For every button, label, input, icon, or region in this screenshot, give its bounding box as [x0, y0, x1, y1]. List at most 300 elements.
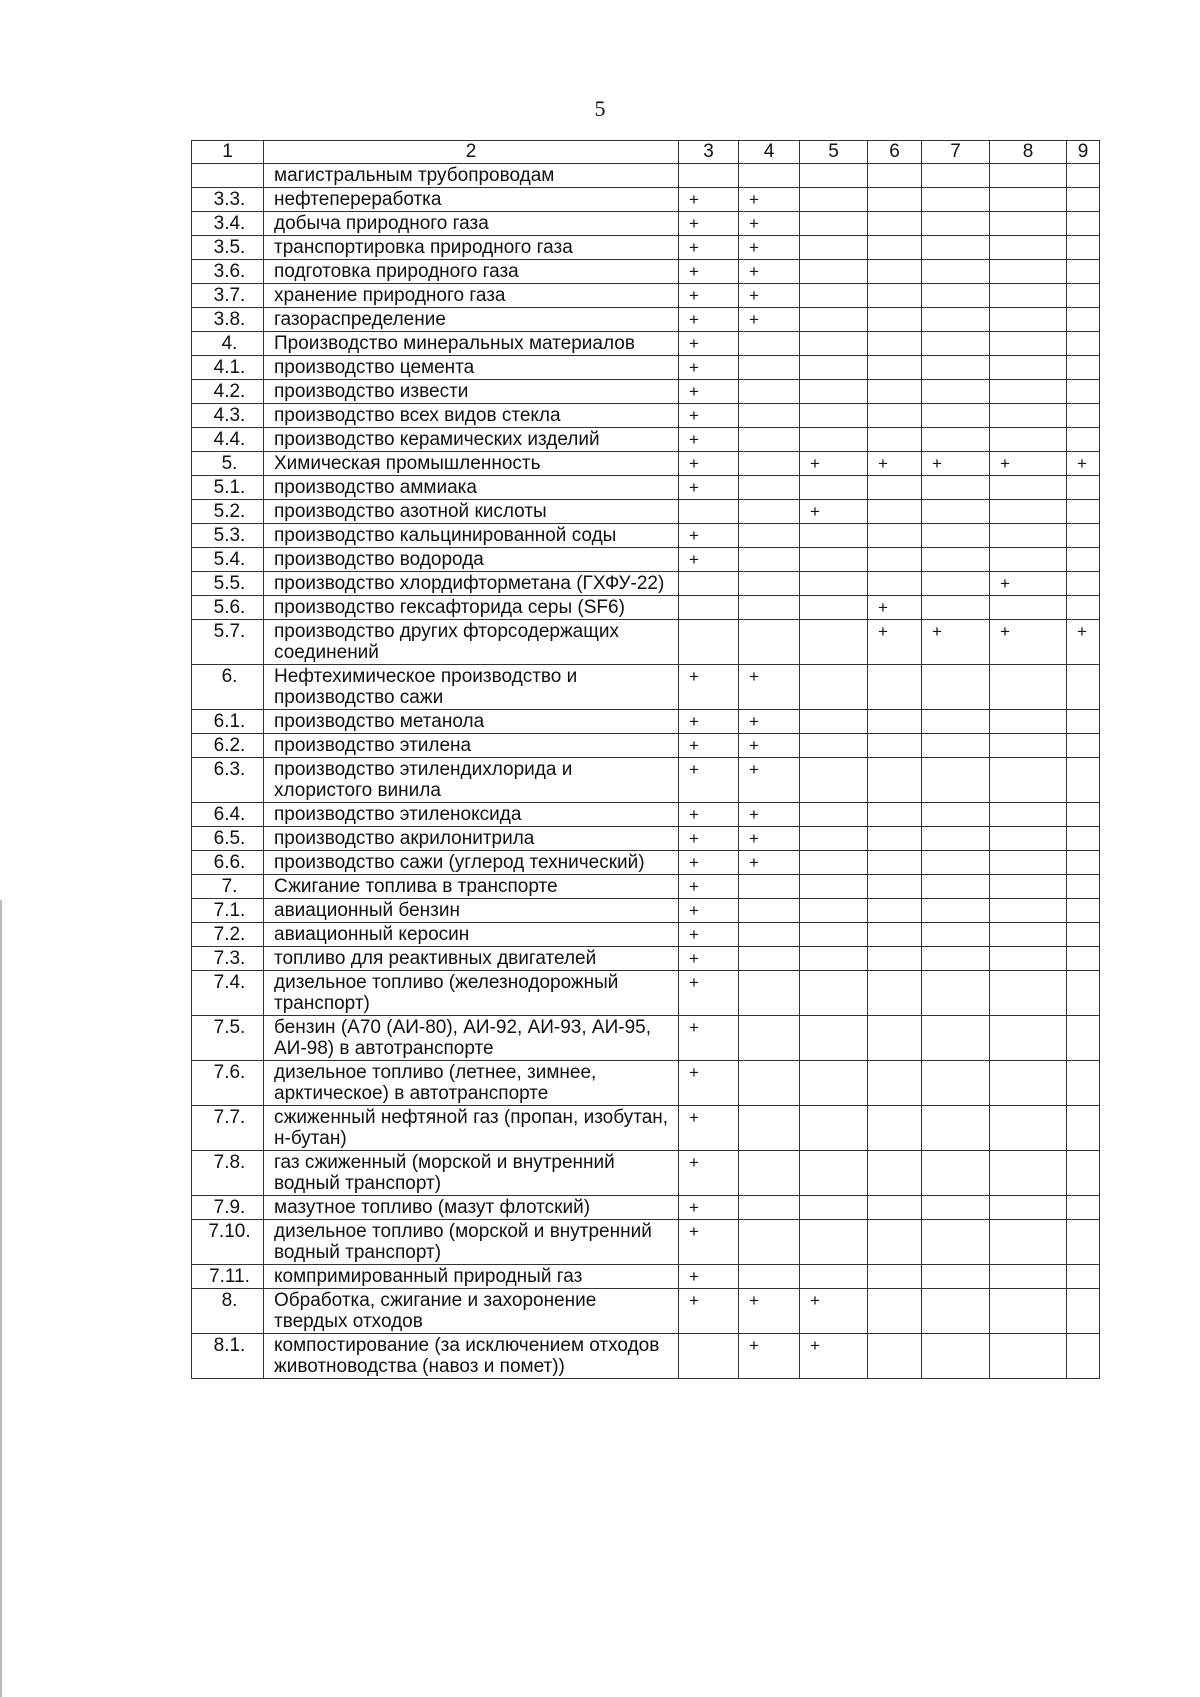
mark-cell-col-9	[1067, 524, 1100, 548]
mark-cell-col-3: +	[679, 923, 739, 947]
mark-cell-col-4	[739, 572, 800, 596]
mark-cell-col-6	[868, 188, 922, 212]
row-number: 8.1.	[192, 1334, 264, 1379]
row-number: 6.3.	[192, 758, 264, 803]
mark-cell-col-3: +	[679, 548, 739, 572]
mark-cell-col-4	[739, 899, 800, 923]
mark-cell-col-9	[1067, 476, 1100, 500]
mark-cell-col-3: +	[679, 758, 739, 803]
table-row	[192, 734, 1100, 758]
mark-cell-col-6	[868, 428, 922, 452]
row-number: 7.	[192, 875, 264, 899]
mark-cell-col-7	[922, 1106, 990, 1151]
mark-cell-col-3: +	[679, 899, 739, 923]
row-name: производство цемента	[264, 356, 679, 380]
mark-cell-col-6	[868, 500, 922, 524]
row-number: 5.7.	[192, 620, 264, 665]
mark-cell-col-5	[800, 758, 868, 803]
mark-cell-col-4: +	[739, 236, 800, 260]
mark-cell-col-8: +	[990, 452, 1067, 476]
mark-cell-col-4: +	[739, 851, 800, 875]
mark-cell-col-9	[1067, 923, 1100, 947]
mark-cell-col-6	[868, 1151, 922, 1196]
row-number: 6.6.	[192, 851, 264, 875]
emissions-table	[191, 140, 1100, 1379]
mark-cell-col-5	[800, 260, 868, 284]
mark-cell-col-8	[990, 710, 1067, 734]
mark-cell-col-3	[679, 620, 739, 665]
mark-cell-col-7: +	[922, 452, 990, 476]
table-row	[192, 524, 1100, 548]
mark-cell-col-4	[739, 1016, 800, 1061]
mark-cell-col-8	[990, 734, 1067, 758]
row-number: 3.7.	[192, 284, 264, 308]
mark-cell-col-6	[868, 1016, 922, 1061]
mark-cell-col-3: +	[679, 332, 739, 356]
mark-cell-col-5	[800, 404, 868, 428]
column-header-3: 3	[679, 141, 739, 164]
mark-cell-col-5	[800, 212, 868, 236]
table-row	[192, 356, 1100, 380]
mark-cell-col-9	[1067, 332, 1100, 356]
row-name: производство этиленоксида	[264, 803, 679, 827]
mark-cell-col-4: +	[739, 758, 800, 803]
row-name: производство гексафторида серы (SF6)	[264, 596, 679, 620]
mark-cell-col-3: +	[679, 803, 739, 827]
row-name: дизельное топливо (морской и внутренний водный транспорт)	[264, 1220, 679, 1265]
table-row	[192, 971, 1100, 1016]
row-number: 3.4.	[192, 212, 264, 236]
mark-cell-col-3: +	[679, 188, 739, 212]
row-number: 7.3.	[192, 947, 264, 971]
row-number: 7.4.	[192, 971, 264, 1016]
mark-cell-col-8	[990, 380, 1067, 404]
mark-cell-col-6	[868, 524, 922, 548]
page-number: 5	[594, 96, 606, 121]
mark-cell-col-4: +	[739, 665, 800, 710]
mark-cell-col-5	[800, 1016, 868, 1061]
mark-cell-col-6	[868, 260, 922, 284]
mark-cell-col-8	[990, 851, 1067, 875]
mark-cell-col-3: +	[679, 380, 739, 404]
mark-cell-col-5	[800, 827, 868, 851]
row-name: бензин (А70 (АИ-80), АИ-92, АИ-93, АИ-95, АИ-98) в автотранспорте	[264, 1016, 679, 1061]
mark-cell-col-7	[922, 875, 990, 899]
row-name: транспортировка природного газа	[264, 236, 679, 260]
mark-cell-col-8	[990, 428, 1067, 452]
mark-cell-col-5	[800, 665, 868, 710]
row-number: 6.2.	[192, 734, 264, 758]
row-name: производство азотной кислоты	[264, 500, 679, 524]
table-row	[192, 1220, 1100, 1265]
mark-cell-col-5	[800, 1061, 868, 1106]
table-row	[192, 1106, 1100, 1151]
mark-cell-col-7: +	[922, 620, 990, 665]
mark-cell-col-9	[1067, 308, 1100, 332]
mark-cell-col-4: +	[739, 1334, 800, 1379]
row-number: 5.6.	[192, 596, 264, 620]
row-number: 6.1.	[192, 710, 264, 734]
mark-cell-col-5	[800, 851, 868, 875]
mark-cell-col-7	[922, 1334, 990, 1379]
mark-cell-col-6	[868, 1289, 922, 1334]
mark-cell-col-3: +	[679, 710, 739, 734]
mark-cell-col-5	[800, 710, 868, 734]
mark-cell-col-3	[679, 1334, 739, 1379]
mark-cell-col-3	[679, 500, 739, 524]
mark-cell-col-9	[1067, 851, 1100, 875]
mark-cell-col-5: +	[800, 452, 868, 476]
mark-cell-col-5	[800, 1151, 868, 1196]
mark-cell-col-6: +	[868, 620, 922, 665]
mark-cell-col-4	[739, 548, 800, 572]
mark-cell-col-8	[990, 260, 1067, 284]
mark-cell-col-9	[1067, 356, 1100, 380]
mark-cell-col-4: +	[739, 710, 800, 734]
mark-cell-col-8	[990, 356, 1067, 380]
mark-cell-col-7	[922, 665, 990, 710]
mark-cell-col-5: +	[800, 500, 868, 524]
mark-cell-col-7	[922, 1151, 990, 1196]
mark-cell-col-9	[1067, 1196, 1100, 1220]
table-row	[192, 404, 1100, 428]
mark-cell-col-9	[1067, 260, 1100, 284]
mark-cell-col-3: +	[679, 734, 739, 758]
table-row	[192, 1061, 1100, 1106]
table-row	[192, 428, 1100, 452]
mark-cell-col-3: +	[679, 212, 739, 236]
mark-cell-col-7	[922, 1196, 990, 1220]
row-name: магистральным трубопроводам	[264, 164, 679, 188]
row-name: Сжигание топлива в транспорте	[264, 875, 679, 899]
row-name: Обработка, сжигание и захоронение твердых отходов	[264, 1289, 679, 1334]
mark-cell-col-4	[739, 971, 800, 1016]
mark-cell-col-4	[739, 428, 800, 452]
mark-cell-col-3	[679, 572, 739, 596]
mark-cell-col-7	[922, 500, 990, 524]
mark-cell-col-4	[739, 596, 800, 620]
mark-cell-col-5	[800, 236, 868, 260]
mark-cell-col-9	[1067, 572, 1100, 596]
mark-cell-col-5	[800, 1106, 868, 1151]
row-name: дизельное топливо (летнее, зимнее, арктическое) в автотранспорте	[264, 1061, 679, 1106]
row-name: производство этилендихлорида и хлористого винила	[264, 758, 679, 803]
mark-cell-col-7	[922, 332, 990, 356]
mark-cell-col-7	[922, 212, 990, 236]
mark-cell-col-4	[739, 332, 800, 356]
mark-cell-col-3: +	[679, 1151, 739, 1196]
mark-cell-col-3: +	[679, 971, 739, 1016]
mark-cell-col-7	[922, 428, 990, 452]
row-number: 4.	[192, 332, 264, 356]
mark-cell-col-8	[990, 827, 1067, 851]
mark-cell-col-8	[990, 971, 1067, 1016]
table-row	[192, 1151, 1100, 1196]
mark-cell-col-4: +	[739, 284, 800, 308]
mark-cell-col-5	[800, 284, 868, 308]
mark-cell-col-8	[990, 803, 1067, 827]
table-row	[192, 1016, 1100, 1061]
mark-cell-col-4	[739, 1220, 800, 1265]
mark-cell-col-6	[868, 356, 922, 380]
mark-cell-col-5	[800, 428, 868, 452]
mark-cell-col-9	[1067, 284, 1100, 308]
mark-cell-col-7	[922, 188, 990, 212]
mark-cell-col-9	[1067, 875, 1100, 899]
mark-cell-col-4	[739, 1151, 800, 1196]
mark-cell-col-6	[868, 284, 922, 308]
mark-cell-col-9	[1067, 1289, 1100, 1334]
table-row	[192, 548, 1100, 572]
mark-cell-col-6	[868, 875, 922, 899]
mark-cell-col-7	[922, 548, 990, 572]
mark-cell-col-8	[990, 1196, 1067, 1220]
row-number: 7.5.	[192, 1016, 264, 1061]
mark-cell-col-8	[990, 875, 1067, 899]
row-number: 4.3.	[192, 404, 264, 428]
mark-cell-col-6	[868, 947, 922, 971]
mark-cell-col-6	[868, 758, 922, 803]
row-name: производство сажи (углерод технический)	[264, 851, 679, 875]
mark-cell-col-9	[1067, 380, 1100, 404]
mark-cell-col-5	[800, 1265, 868, 1289]
table-row	[192, 1289, 1100, 1334]
row-name: производство метанола	[264, 710, 679, 734]
mark-cell-col-6	[868, 971, 922, 1016]
row-name: хранение природного газа	[264, 284, 679, 308]
table-row	[192, 188, 1100, 212]
mark-cell-col-8	[990, 284, 1067, 308]
mark-cell-col-5: +	[800, 1334, 868, 1379]
mark-cell-col-6	[868, 236, 922, 260]
column-header-6: 6	[868, 141, 922, 164]
row-name: дизельное топливо (железнодорожный транспорт)	[264, 971, 679, 1016]
row-name: авиационный керосин	[264, 923, 679, 947]
mark-cell-col-9	[1067, 1265, 1100, 1289]
mark-cell-col-8	[990, 1265, 1067, 1289]
row-number: 4.4.	[192, 428, 264, 452]
row-number: 3.6.	[192, 260, 264, 284]
mark-cell-col-7	[922, 284, 990, 308]
column-header-2: 2	[264, 141, 679, 164]
mark-cell-col-4: +	[739, 803, 800, 827]
mark-cell-col-9	[1067, 899, 1100, 923]
row-name: топливо для реактивных двигателей	[264, 947, 679, 971]
row-name: производство акрилонитрила	[264, 827, 679, 851]
mark-cell-col-6	[868, 548, 922, 572]
row-name: Химическая промышленность	[264, 452, 679, 476]
mark-cell-col-4	[739, 356, 800, 380]
row-name: производство других фторсодержащих соединений	[264, 620, 679, 665]
mark-cell-col-3: +	[679, 1106, 739, 1151]
mark-cell-col-6	[868, 212, 922, 236]
mark-cell-col-5	[800, 947, 868, 971]
mark-cell-col-4	[739, 452, 800, 476]
mark-cell-col-6	[868, 710, 922, 734]
mark-cell-col-3: +	[679, 1289, 739, 1334]
mark-cell-col-4	[739, 1106, 800, 1151]
row-number: 5.3.	[192, 524, 264, 548]
mark-cell-col-6	[868, 1061, 922, 1106]
table-row	[192, 758, 1100, 803]
mark-cell-col-5	[800, 971, 868, 1016]
table-row	[192, 332, 1100, 356]
mark-cell-col-4: +	[739, 308, 800, 332]
table-row	[192, 212, 1100, 236]
mark-cell-col-8	[990, 758, 1067, 803]
mark-cell-col-3: +	[679, 428, 739, 452]
mark-cell-col-9	[1067, 665, 1100, 710]
mark-cell-col-9	[1067, 710, 1100, 734]
row-name: Производство минеральных материалов	[264, 332, 679, 356]
mark-cell-col-9	[1067, 1220, 1100, 1265]
row-number: 5.4.	[192, 548, 264, 572]
mark-cell-col-9	[1067, 1151, 1100, 1196]
column-header-5: 5	[800, 141, 868, 164]
mark-cell-col-8	[990, 947, 1067, 971]
mark-cell-col-8	[990, 923, 1067, 947]
header-row	[192, 141, 1100, 164]
table-row	[192, 803, 1100, 827]
mark-cell-col-9	[1067, 164, 1100, 188]
mark-cell-col-9	[1067, 803, 1100, 827]
mark-cell-col-4: +	[739, 734, 800, 758]
row-name: производство водорода	[264, 548, 679, 572]
mark-cell-col-6	[868, 923, 922, 947]
column-header-8: 8	[990, 141, 1067, 164]
mark-cell-col-9	[1067, 404, 1100, 428]
mark-cell-col-5	[800, 356, 868, 380]
mark-cell-col-5	[800, 548, 868, 572]
table-row	[192, 572, 1100, 596]
mark-cell-col-7	[922, 308, 990, 332]
mark-cell-col-7	[922, 524, 990, 548]
table-row	[192, 308, 1100, 332]
mark-cell-col-6	[868, 476, 922, 500]
mark-cell-col-4	[739, 500, 800, 524]
column-header-4: 4	[739, 141, 800, 164]
mark-cell-col-7	[922, 758, 990, 803]
mark-cell-col-8	[990, 1061, 1067, 1106]
mark-cell-col-3: +	[679, 827, 739, 851]
row-number: 7.11.	[192, 1265, 264, 1289]
row-name: производство аммиака	[264, 476, 679, 500]
mark-cell-col-7	[922, 572, 990, 596]
table-row	[192, 827, 1100, 851]
table-row	[192, 620, 1100, 665]
mark-cell-col-3: +	[679, 1265, 739, 1289]
mark-cell-col-4	[739, 620, 800, 665]
mark-cell-col-4	[739, 1061, 800, 1106]
row-name: компостирование (за исключением отходов животноводства (навоз и помет))	[264, 1334, 679, 1379]
mark-cell-col-6	[868, 332, 922, 356]
mark-cell-col-7	[922, 1220, 990, 1265]
row-number: 6.	[192, 665, 264, 710]
table-row	[192, 380, 1100, 404]
mark-cell-col-3: +	[679, 851, 739, 875]
mark-cell-col-6	[868, 380, 922, 404]
row-number: 7.2.	[192, 923, 264, 947]
row-number: 7.1.	[192, 899, 264, 923]
row-number: 5.1.	[192, 476, 264, 500]
mark-cell-col-8	[990, 596, 1067, 620]
mark-cell-col-9	[1067, 548, 1100, 572]
mark-cell-col-5: +	[800, 1289, 868, 1334]
row-name: сжиженный нефтяной газ (пропан, изобутан, н-бутан)	[264, 1106, 679, 1151]
row-number: 8.	[192, 1289, 264, 1334]
table-row	[192, 665, 1100, 710]
row-number: 7.6.	[192, 1061, 264, 1106]
mark-cell-col-3: +	[679, 1220, 739, 1265]
table-row	[192, 947, 1100, 971]
mark-cell-col-5	[800, 524, 868, 548]
table-row	[192, 596, 1100, 620]
mark-cell-col-3: +	[679, 524, 739, 548]
row-name: нефтепереработка	[264, 188, 679, 212]
mark-cell-col-9	[1067, 428, 1100, 452]
mark-cell-col-3: +	[679, 875, 739, 899]
mark-cell-col-9	[1067, 188, 1100, 212]
mark-cell-col-7	[922, 1061, 990, 1106]
row-number: 3.3.	[192, 188, 264, 212]
mark-cell-col-8	[990, 476, 1067, 500]
mark-cell-col-3: +	[679, 947, 739, 971]
row-name: производство кальцинированной соды	[264, 524, 679, 548]
mark-cell-col-8	[990, 1334, 1067, 1379]
mark-cell-col-7	[922, 710, 990, 734]
mark-cell-col-3: +	[679, 1016, 739, 1061]
row-name: компримированный природный газ	[264, 1265, 679, 1289]
mark-cell-col-5	[800, 1220, 868, 1265]
row-number: 7.9.	[192, 1196, 264, 1220]
table-row	[192, 452, 1100, 476]
mark-cell-col-5	[800, 188, 868, 212]
column-header-7: 7	[922, 141, 990, 164]
table-row	[192, 923, 1100, 947]
table-row	[192, 875, 1100, 899]
mark-cell-col-5	[800, 572, 868, 596]
mark-cell-col-9	[1067, 1061, 1100, 1106]
mark-cell-col-7	[922, 596, 990, 620]
mark-cell-col-6	[868, 665, 922, 710]
row-name: Нефтехимическое производство и производство сажи	[264, 665, 679, 710]
mark-cell-col-5	[800, 332, 868, 356]
row-number: 7.7.	[192, 1106, 264, 1151]
mark-cell-col-4	[739, 875, 800, 899]
mark-cell-col-7	[922, 356, 990, 380]
mark-cell-col-3: +	[679, 260, 739, 284]
mark-cell-col-6	[868, 1334, 922, 1379]
mark-cell-col-7	[922, 734, 990, 758]
mark-cell-col-5	[800, 596, 868, 620]
mark-cell-col-8: +	[990, 620, 1067, 665]
mark-cell-col-6	[868, 164, 922, 188]
mark-cell-col-9	[1067, 212, 1100, 236]
mark-cell-col-3: +	[679, 1196, 739, 1220]
mark-cell-col-4	[739, 524, 800, 548]
mark-cell-col-9	[1067, 758, 1100, 803]
mark-cell-col-8: +	[990, 572, 1067, 596]
row-number: 3.5.	[192, 236, 264, 260]
mark-cell-col-5	[800, 308, 868, 332]
table-row	[192, 899, 1100, 923]
row-name: мазутное топливо (мазут флотский)	[264, 1196, 679, 1220]
mark-cell-col-8	[990, 524, 1067, 548]
mark-cell-col-7	[922, 947, 990, 971]
mark-cell-col-8	[990, 212, 1067, 236]
mark-cell-col-9	[1067, 1334, 1100, 1379]
mark-cell-col-3: +	[679, 1061, 739, 1106]
